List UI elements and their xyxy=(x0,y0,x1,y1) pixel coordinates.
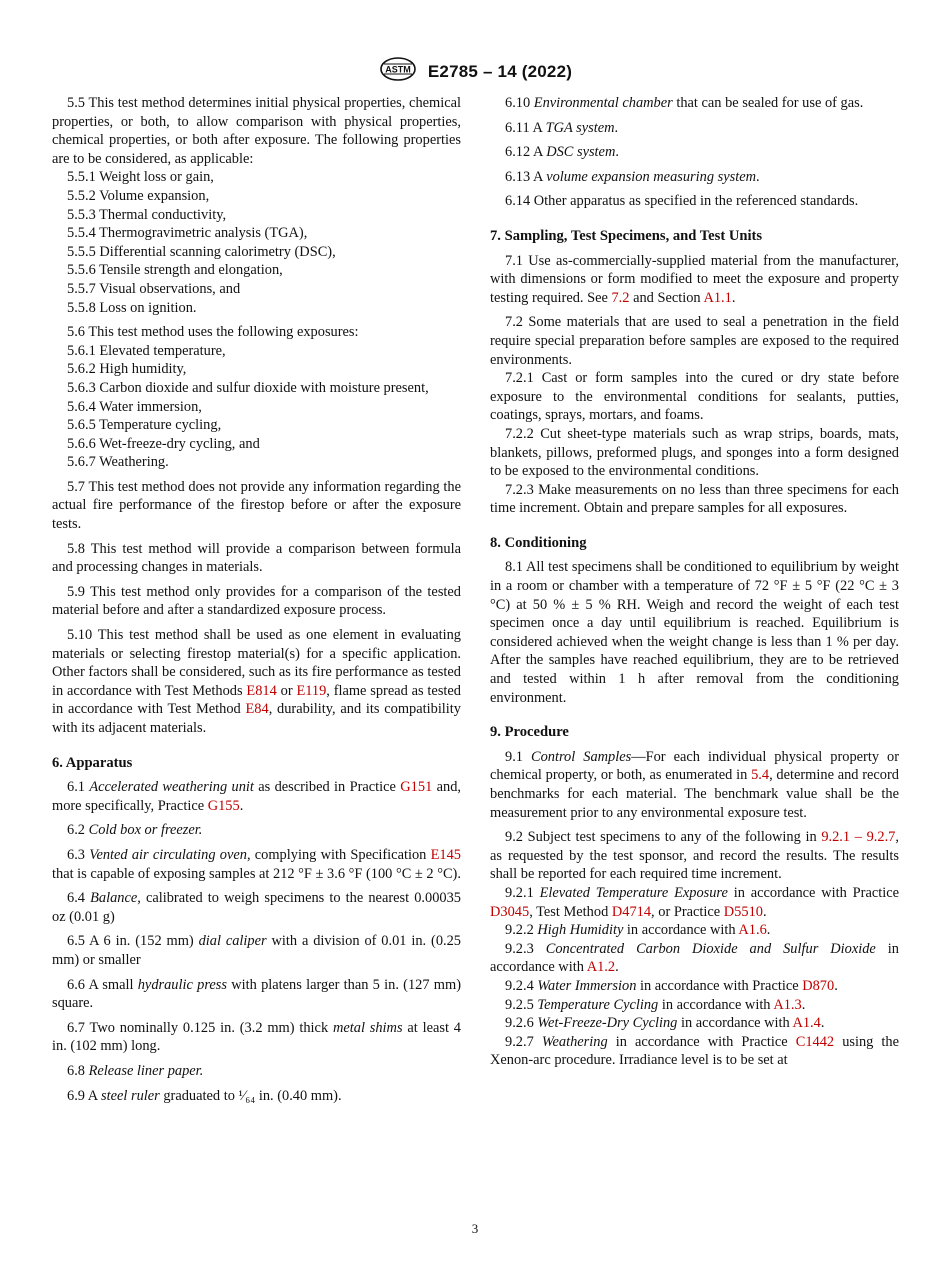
list-item: 5.5.2 Volume expansion, xyxy=(67,187,210,204)
ref-link-d870[interactable]: D870 xyxy=(802,977,835,994)
list-item: 5.5.5 Differential scanning calorimetry (DSC), xyxy=(67,243,336,260)
section-7-2-1: 7.2.1 Cast or form samples into the cured or dry state before exposure to the environmental conditions for sealants, putties, coatings, sprays, mortars, and foams. xyxy=(490,370,899,424)
ref-link-g151[interactable]: G151 xyxy=(400,779,433,796)
section-7-2-2: 7.2.2 Cut sheet-type materials such as wrap strips, boards, mats, blankets, pillows, preformed plugs, and sponges into a form designed to be exposed to the environmental conditions. xyxy=(490,425,899,480)
section-9-2-1: 9.2.1 Elevated Temperature Exposure in accordance with Practice D3045, Test Method D4714, or Practice D5510. xyxy=(490,884,899,920)
section-5-6-5: 5.6.5 Temperature cycling, xyxy=(67,417,222,434)
section-7-1: 7.1 Use as-commercially-supplied material from the manufacturer, with dimensions or form modified to meet the exposure and property testing required. See 7.2 and Section A1.1. xyxy=(490,252,899,306)
section-6-9: 6.9 A steel ruler graduated to ¹⁄₆₄ in. (0.40 mm). xyxy=(67,1087,342,1104)
heading-procedure: 9. Procedure xyxy=(490,724,569,741)
section-6-10: 6.10 Environmental chamber that can be sealed for use of gas. xyxy=(505,95,864,111)
section-6-3: 6.3 Vented air circulating oven, complying with Specification E145 that is capable of exposing samples at 212 °F ± 3.6 °F (100 °C ± 2 °C). xyxy=(52,846,461,882)
heading-apparatus: 6. Apparatus xyxy=(52,754,133,771)
section-6-7: 6.7 Two nominally 0.125 in. (3.2 mm) thick metal shims at least 4 in. (102 mm) long. xyxy=(52,1019,461,1055)
section-9-2-7: 9.2.7 Weathering in accordance with Practice C1442 using the Xenon-arc procedure. Irradiance level is to be set at xyxy=(490,1033,900,1069)
property-list xyxy=(52,168,461,317)
section-5-6: 5.6 This test method uses the following exposures: xyxy=(67,324,359,341)
list-item: 5.5.3 Thermal conductivity, xyxy=(67,206,227,223)
section-8-1: 8.1 All test specimens shall be conditioned to equilibrium by weight in a room or chamber with a temperature of 72 °F ± 5 °F (22 °C ± 3 °C) at 50 % ± 5 % RH. Weigh and record the weight of each test specimen once a day until equilibrium is reached. Equilibrium is considered achieved when the weight change is less than 1 % per day. After the samples have reached equilibrium, they are to be retrieved and tested within 1 h after removal from the conditioning environment. xyxy=(490,559,899,706)
section-7-2-3: 7.2.3 Make measurements on no less than three specimens for each time increment. Obtain and prepare samples for all exposures. xyxy=(490,481,899,517)
section-6-14: 6.14 Other apparatus as specified in the referenced standards. xyxy=(505,193,859,210)
section-9-2-6: 9.2.6 Wet-Freeze-Dry Cycling in accordance with A1.4. xyxy=(505,1015,825,1032)
section-9-2-3: 9.2.3 Concentrated Carbon Dioxide and Sulfur Dioxide in accordance with A1.2. xyxy=(490,940,899,976)
section-5-6-7: 5.6.7 Weathering. xyxy=(67,454,169,471)
list-item: 5.5.1 Weight loss or gain, xyxy=(67,169,214,186)
section-5-7: 5.7 This test method does not provide any information regarding the actual fire performance of the firestop before or after the exposure tests. xyxy=(52,478,461,533)
ref-link-a1-4[interactable]: A1.4 xyxy=(792,1015,821,1032)
heading-conditioning: 8. Conditioning xyxy=(490,534,587,551)
ref-link-7-2[interactable]: 7.2 xyxy=(611,289,630,306)
ref-link-a1-3[interactable]: A1.3 xyxy=(773,996,802,1013)
section-5-6-1: 5.6.1 Elevated temperature, xyxy=(67,342,226,359)
section-5-6-6: 5.6.6 Wet-freeze-dry cycling, and xyxy=(67,435,260,452)
ref-link-e84[interactable]: E84 xyxy=(245,701,269,718)
ref-link-g155[interactable]: G155 xyxy=(207,797,240,814)
list-item: 5.5.8 Loss on ignition. xyxy=(67,299,197,316)
ref-link-9-2-range[interactable]: 9.2.1 – 9.2.7 xyxy=(821,829,896,846)
list-item: 5.5.7 Visual observations, and xyxy=(67,280,241,297)
section-6-5: 6.5 A 6 in. (152 mm) dial caliper with a division of 0.01 in. (0.25 mm) or smaller xyxy=(52,933,462,968)
ref-link-a1-1[interactable]: A1.1 xyxy=(703,289,732,306)
section-6-12: 6.12 A DSC system. xyxy=(505,144,619,161)
page-number: 3 xyxy=(471,1221,479,1236)
section-9-2-2: 9.2.2 High Humidity in accordance with A1.6. xyxy=(505,922,771,939)
section-6-2: 6.2 Cold box or freezer. xyxy=(67,822,203,839)
section-5-10: 5.10 This test method shall be used as one element in evaluating materials or selecting firestop material(s) for a specific application. Other factors shall be considered, such as its fire performance as tested in accordance with Test Methods E814 or E119, flame spread as tested in accordance with Test Method E84, durability, and its compatibility with its adjacent materials. xyxy=(52,627,462,736)
heading-sampling: 7. Sampling, Test Specimens, and Test Units xyxy=(490,227,763,244)
list-item: 5.5.4 Thermogravimetric analysis (TGA), xyxy=(67,225,308,242)
ref-link-e145[interactable]: E145 xyxy=(430,846,461,863)
section-5-6-2: 5.6.2 High humidity, xyxy=(67,361,187,378)
section-5-6-4: 5.6.4 Water immersion, xyxy=(67,398,202,415)
list-item: 5.5.6 Tensile strength and elongation, xyxy=(67,262,283,279)
section-6-1: 6.1 Accelerated weathering unit as described in Practice G151 and, more specifically, Practice G155. xyxy=(52,779,461,814)
section-5-6-3: 5.6.3 Carbon dioxide and sulfur dioxide with moisture present, xyxy=(67,379,429,396)
section-6-13: 6.13 A volume expansion measuring system. xyxy=(505,168,760,185)
section-5-5: 5.5 This test method determines initial physical properties, chemical properties, or both, to allow comparison with physical properties, chemical properties, or both after exposure. The following properties are to be considered, as applicable: xyxy=(52,95,461,167)
left-column xyxy=(52,94,461,1111)
ref-link-d4714[interactable]: D4714 xyxy=(611,903,652,920)
page-header xyxy=(0,56,950,87)
astm-logo-icon xyxy=(378,56,418,87)
ref-link-e814[interactable]: E814 xyxy=(246,682,277,699)
section-6-4: 6.4 Balance, calibrated to weigh specimens to the nearest 0.00035 oz (0.01 g) xyxy=(52,890,461,925)
section-6-6: 6.6 A small hydraulic press with platens larger than 5 in. (127 mm) square. xyxy=(52,976,461,1012)
ref-link-c1442[interactable]: C1442 xyxy=(795,1033,835,1050)
section-6-8: 6.8 Release liner paper. xyxy=(67,1062,204,1079)
section-5-9: 5.9 This test method only provides for a comparison of the tested material before and after a standardized exposure process. xyxy=(52,583,461,619)
section-6-11: 6.11 A TGA system. xyxy=(505,119,619,136)
ref-link-a1-6[interactable]: A1.6 xyxy=(738,922,767,939)
ref-link-e119[interactable]: E119 xyxy=(296,682,327,699)
document-designation: E2785 – 14 (2022) xyxy=(427,61,573,81)
section-9-2-5: 9.2.5 Temperature Cycling in accordance with A1.3. xyxy=(505,996,806,1013)
ref-link-d3045[interactable]: D3045 xyxy=(490,903,530,920)
ref-link-5-4[interactable]: 5.4 xyxy=(751,767,770,784)
svg-text:ASTM: ASTM xyxy=(385,64,411,75)
section-9-2-4: 9.2.4 Water Immersion in accordance with Practice D870. xyxy=(505,977,838,994)
ref-link-a1-2[interactable]: A1.2 xyxy=(586,959,616,976)
right-column xyxy=(490,94,899,1070)
section-9-2: 9.2 Subject test specimens to any of the following in 9.2.1 – 9.2.7, as requested by the test sponsor, and record the results. The results shall be reported for each required time increment. xyxy=(490,829,899,883)
ref-link-d5510[interactable]: D5510 xyxy=(723,903,763,920)
section-7-2: 7.2 Some materials that are used to seal a penetration in the field require special preparation before samples are exposed to the required environments. xyxy=(490,314,899,368)
section-9-1: 9.1 Control Samples—For each individual physical property or chemical property, or both, as enumerated in 5.4, determine and record benchmarks for each material. The benchmark value shall be the measurement prior to any environmental exposure test. xyxy=(490,748,900,821)
section-5-8: 5.8 This test method will provide a comparison between formula and processing changes in materials. xyxy=(52,540,461,576)
